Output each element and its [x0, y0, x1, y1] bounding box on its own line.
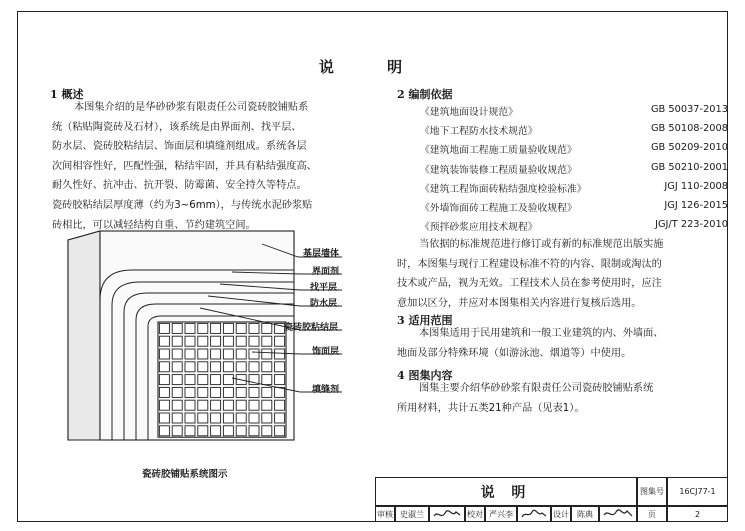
tile [185, 426, 195, 436]
tile [185, 400, 195, 410]
tile [236, 426, 246, 436]
tile [198, 362, 208, 372]
s4-line: 所用材料，共计五类21种产品（见表1）。 [397, 402, 585, 414]
tile [262, 400, 272, 410]
tile [198, 400, 208, 410]
tile [172, 323, 182, 333]
tile [249, 336, 259, 346]
designer-signature [599, 506, 637, 522]
tile [172, 375, 182, 385]
tile [275, 349, 285, 359]
standard-name: 《建筑地面工程施工质量验收规范》 [420, 145, 577, 157]
tile [172, 349, 182, 359]
label-leveling-layer: 找平层 [310, 283, 338, 293]
standard-name: 《建筑工程饰面砖粘结强度检验标准》 [420, 183, 587, 195]
tile [275, 336, 285, 346]
tile [236, 323, 246, 333]
page-number: 2 [667, 506, 728, 522]
s1-line: 耐久性好、抗冲击、抗开裂、防霉菌、安全持久等特点。 [52, 180, 307, 192]
checker-signature [517, 506, 551, 522]
checker-name: 严兴李 [485, 506, 517, 522]
tile [236, 362, 246, 372]
tile [198, 323, 208, 333]
tile [159, 362, 169, 372]
tile [211, 426, 221, 436]
standard-code: GB 50209-2010 [650, 142, 728, 154]
tile [262, 323, 272, 333]
s1-line: 统（粘贴陶瓷砖及石材），该系统是由界面剂、找平层、 [52, 121, 302, 133]
tile [249, 400, 259, 410]
tile [249, 413, 259, 423]
tile [223, 349, 233, 359]
designer-name: 陈典 [571, 506, 599, 522]
tile [172, 413, 182, 423]
s1-line: 本图集介绍的是华砂砂浆有限责任公司瓷砖胶铺贴系 [74, 102, 309, 113]
tile [159, 375, 169, 385]
tile [172, 400, 182, 410]
label-base-wall: 基层墙体 [303, 249, 340, 259]
tile [185, 387, 195, 397]
standard-name: 《外墙饰面砖工程施工及验收规程》 [420, 203, 577, 214]
tile [211, 375, 221, 385]
tile [236, 387, 246, 397]
tile [275, 400, 285, 410]
tile [211, 323, 221, 333]
tile [185, 349, 195, 359]
tile [262, 426, 272, 436]
s4-line: 图集主要介绍华砂砂浆有限责任公司瓷砖胶铺贴系统 [419, 383, 654, 394]
s1-line: 砖相比，可以减轻结构自重、节约建筑空间。 [52, 219, 256, 231]
tile [172, 387, 182, 397]
standard-name: 《地下工程防水技术规范》 [420, 126, 538, 138]
tile [198, 413, 208, 423]
tile [223, 375, 233, 385]
tile [198, 426, 208, 436]
section-3-heading: 3 适用范围 [397, 314, 453, 327]
tile [185, 362, 195, 372]
tile [198, 349, 208, 359]
s3-line: 地面及部分特殊环境（如游泳池、烟道等）中使用。 [397, 347, 632, 359]
tile [262, 413, 272, 423]
tile [185, 375, 195, 385]
tile [185, 336, 195, 346]
s1-line: 瓷砖胶粘结层厚度薄（约为3~6mm），与传统水泥砂浆贴 [52, 200, 313, 211]
tile [198, 387, 208, 397]
s1-line: 防水层、瓷砖胶粘结层、饰面层和填缝剂组成。系统各层 [52, 141, 307, 153]
tile [262, 387, 272, 397]
tile [172, 336, 182, 346]
tile [262, 362, 272, 372]
standard-code: GB 50108-2008 [650, 123, 728, 135]
tile [211, 387, 221, 397]
reviewer-signature [429, 506, 465, 522]
standard-code: JGJ/T 223-2010 [655, 219, 728, 231]
tile [159, 400, 169, 410]
tile [236, 336, 246, 346]
tile [185, 413, 195, 423]
tile [262, 349, 272, 359]
design-label: 设计 [551, 506, 571, 522]
tile [198, 375, 208, 385]
tile [275, 426, 285, 436]
tile [275, 375, 285, 385]
standard-code: GB 50037-2013 [650, 104, 728, 115]
title-block [375, 477, 728, 522]
reviewer-name: 史淑兰 [395, 506, 429, 522]
tile [172, 362, 182, 372]
section-2-heading: 2 编制依据 [397, 88, 453, 101]
label-waterproof-layer: 防水层 [310, 299, 338, 309]
s3-line: 本图集适用于民用建筑和一般工业建筑的内、外墙面、 [419, 328, 664, 339]
tile [172, 426, 182, 436]
s2-line: 时，本图集与现行工程建设标准不符的内容、限制或淘汰的 [397, 258, 662, 270]
page-label: 页 [637, 506, 667, 522]
label-adhesive-layer: 瓷砖胶粘结层 [284, 323, 339, 333]
tile [211, 349, 221, 359]
s2-line: 技术或产品，视为无效。工程技术人员在参考使用时，应注 [397, 278, 662, 290]
tile [236, 349, 246, 359]
figure-caption: 瓷砖胶铺贴系统图示 [142, 469, 228, 480]
tile [159, 336, 169, 346]
title-block-name: 说 明 [375, 477, 637, 506]
tile [211, 413, 221, 423]
standard-code: JGJ 126-2015 [664, 200, 728, 211]
tile [249, 349, 259, 359]
standard-code: JGJ 110-2008 [664, 180, 728, 192]
atlas-number-label: 图集号 [637, 477, 667, 506]
tile [223, 400, 233, 410]
tile [262, 375, 272, 385]
tile [223, 413, 233, 423]
tile [159, 323, 169, 333]
check-label: 校对 [465, 506, 485, 522]
tile [185, 323, 195, 333]
tile [211, 336, 221, 346]
s2-line: 当依据的标准规范进行修订或有新的标准规范出版实施 [419, 239, 664, 250]
standard-name: 《预拌砂浆应用技术规程》 [420, 222, 538, 234]
tile [159, 387, 169, 397]
tile [249, 362, 259, 372]
label-interface-agent: 界面剂 [312, 267, 340, 277]
section-4-heading: 4 图集内容 [397, 369, 453, 382]
tile [198, 336, 208, 346]
tile [223, 336, 233, 346]
s1-line: 次间相容性好，匹配性强，粘结牢固，并具有粘结强度高、 [52, 160, 317, 172]
atlas-number: 16CJ77-1 [667, 477, 728, 506]
tile [223, 323, 233, 333]
label-grout: 填缝剂 [312, 385, 340, 395]
tile [275, 413, 285, 423]
tile [236, 400, 246, 410]
tile [262, 336, 272, 346]
tile [249, 426, 259, 436]
tile [211, 400, 221, 410]
tile [223, 387, 233, 397]
label-finish-layer: 饰面层 [312, 347, 340, 357]
section-1-heading: 1 概述 [50, 88, 84, 101]
s2-line: 意加以区分，并应对本图集相关内容进行复核后选用。 [397, 297, 642, 309]
tile [249, 323, 259, 333]
tile [211, 362, 221, 372]
tile [223, 362, 233, 372]
tile [275, 362, 285, 372]
tile [159, 426, 169, 436]
tile [236, 413, 246, 423]
page-title: 说 明 [318, 58, 427, 76]
standard-name: 《建筑地面设计规范》 [420, 107, 518, 118]
tile [159, 413, 169, 423]
standard-name: 《建筑装饰装修工程质量验收规范》 [420, 164, 577, 176]
tile [249, 387, 259, 397]
tile [223, 426, 233, 436]
standard-code: GB 50210-2001 [650, 161, 728, 173]
review-label: 审核 [375, 506, 395, 522]
tile [159, 349, 169, 359]
